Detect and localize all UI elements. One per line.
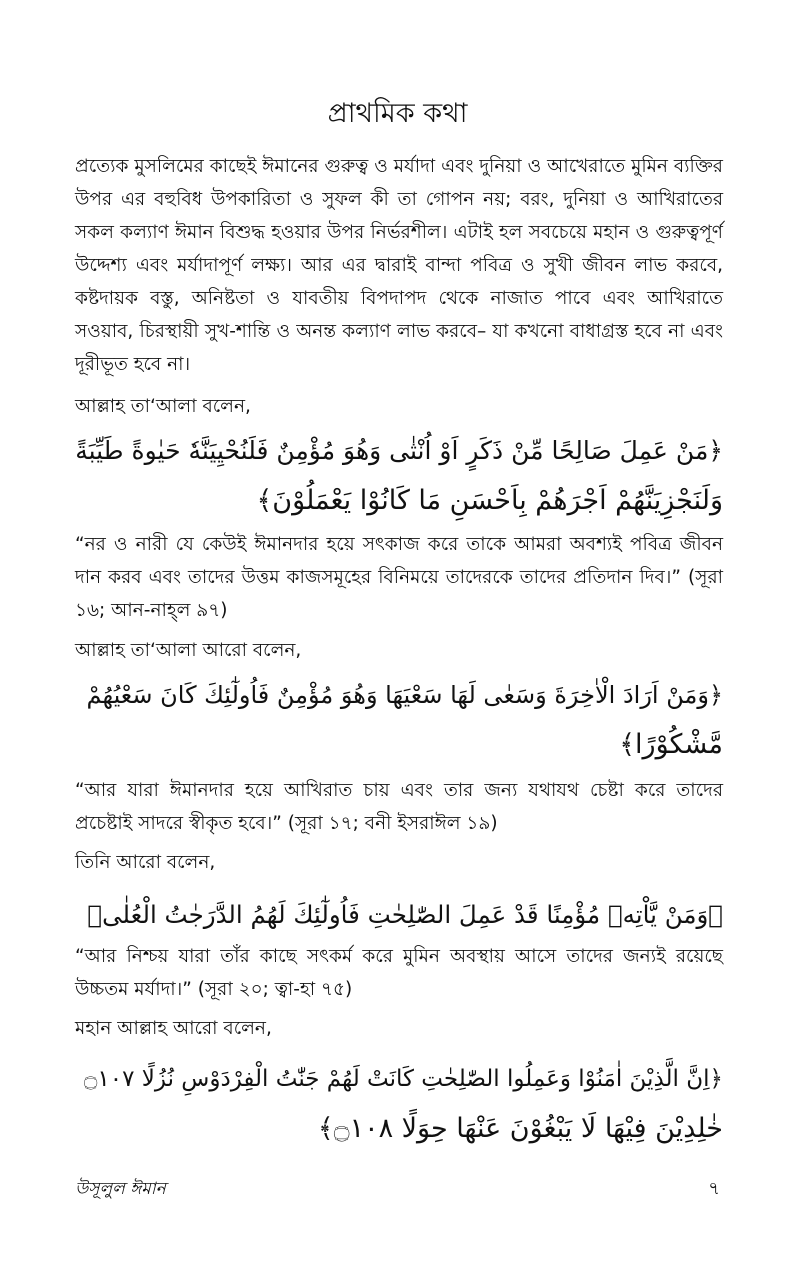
quote-2-intro: আল্লাহ তা‘আলা আরো বলেন, — [75, 640, 302, 661]
quote-4-arabic-line-2: خٰلِدِيْنَ فِيْهَا لَا يَبْغُوْنَ عَنْهَا حِوَلًا ۝١٠٨﴾ — [317, 1113, 723, 1144]
page-title: প্রাথমিক কথা — [327, 98, 468, 129]
quote-2-arabic-line-2: مَّشْكُوْرًا﴾ — [619, 729, 723, 760]
footer-book-title: উসূলুল ঈমান — [75, 1179, 166, 1199]
quote-1-arabic-line-2: وَلَنَجْزِيَنَّهُمْ اَجْرَهُمْ بِاَحْسَنِ مَا كَانُوْا يَعْمَلُوْنَ﴾ — [256, 485, 723, 516]
quote-1-arabic — [75, 426, 723, 526]
quote-4-intro: মহান আল্লাহ আরো বলেন, — [75, 1018, 272, 1039]
quote-2-arabic — [75, 670, 723, 770]
quote-4-arabic — [75, 1054, 723, 1154]
quote-2-translation: “আর যারা ঈমানদার হয়ে আখিরাত চায় এবং তার জন্য যথাযথ চেষ্টা করে তাদের প্রচেষ্টাই সাদরে স্বীকৃত হবে।” (সূরা ১৭; বনী ইসরাঈল ১৯) — [75, 780, 723, 834]
quote-3-arabic-line-1: ﴿وَمَنْ يَّاْتِهٖ مُؤْمِنًا قَدْ عَمِلَ الصّٰلِحٰتِ فَاُولٰٓئِكَ لَهُمُ الدَّرَجٰتُ الْعُلٰى﴾ — [87, 900, 723, 929]
intro-paragraph: প্রত্যেক মুসলিমের কাছেই ঈমানের গুরুত্ব ও মর্যাদা এবং দুনিয়া ও আখেরাতে মুমিন ব্যক্তির উপর এর বহুবিধ উপকারিতা ও সুফল কী তা গোপন নয়; বরং, দুনিয়া ও আখিরাতের সকল কল্যাণ ঈমান বিশুদ্ধ হওয়ার উপর নির্ভরশীল। এটাই হল সবচেয়ে মহান ও গুরুত্বপূর্ণ উদ্দেশ্য এবং মর্যাদাপূর্ণ লক্ষ্য। আর এর দ্বারাই বান্দা পবিত্র ও সুখী জীবন লাভ করবে, কষ্টদায়ক বস্তু, অনিষ্টতা ও যাবতীয় বিপদাপদ থেকে নাজাত পাবে এবং আখিরাতে সওয়াব, চিরস্থায়ী সুখ-শান্তি ও অনন্ত কল্যাণ লাভ করবে– যা কখনো বাধাগ্রস্ত হবে না এবং দূরীভূত হবে না। — [75, 156, 723, 375]
quote-3-arabic — [75, 890, 723, 940]
quote-2-arabic-line-1: ﴿وَمَنْ اَرَادَ الْاٰخِرَةَ وَسَعٰى لَهَا سَعْيَهَا وَهُوَ مُؤْمِنٌ فَاُولٰٓئِكَ كَانَ سَعْيُهُمْ — [86, 681, 723, 709]
footer-page-number: ৭ — [708, 1178, 720, 1199]
quote-3-translation: “আর নিশ্চয় যারা তাঁর কাছে সৎকর্ম করে মুমিন অবস্থায় আসে তাদের জন্যই রয়েছে উচ্চতম মর্যাদা।” (সূরা ২০; ত্বা-হা ৭৫) — [75, 946, 723, 1000]
quote-3-intro: তিনি আরো বলেন, — [75, 852, 216, 873]
quote-1-translation: “নর ও নারী যে কেউই ঈমানদার হয়ে সৎকাজ করে তাকে আমরা অবশ্যই পবিত্র জীবন দান করব এবং তাদের উত্তম কাজসমূহের বিনিময়ে তাদেরকে তাদের প্রতিদান দিব।” (সূরা ১৬; আন-নাহ্‌ল ৯৭) — [75, 534, 723, 621]
quote-4-arabic-line-1: ﴿اِنَّ الَّذِيْنَ اٰمَنُوْا وَعَمِلُوا الصّٰلِحٰتِ كَانَتْ لَهُمْ جَنّٰتُ الْفِرْدَوْسِ نُزُلًا ۝١٠٧ — [83, 1066, 723, 1092]
quote-1-arabic-line-1: ﴿مَنْ عَمِلَ صَالِحًا مِّنْ ذَكَرٍ اَوْ اُنْثٰى وَهُوَ مُؤْمِنٌ فَلَنُحْيِيَنَّهٗ حَيٰوةً طَيِّبَةً — [75, 436, 723, 465]
quote-1-intro: আল্লাহ তা‘আলা বলেন, — [75, 396, 251, 417]
